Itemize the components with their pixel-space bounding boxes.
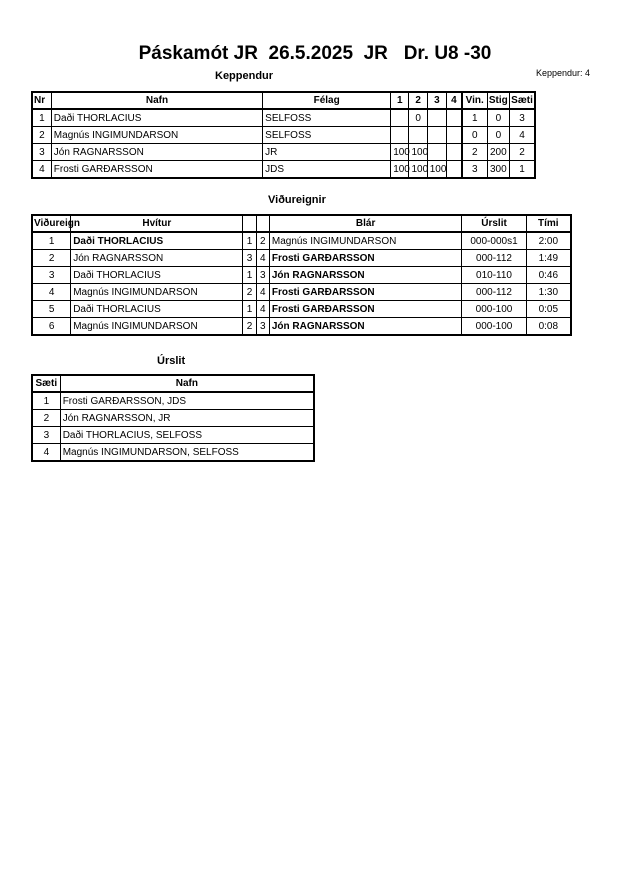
matches-header-row [32, 215, 571, 232]
col-header-white-nr [243, 215, 256, 232]
blue-player: Frosti GARÐARSSON [269, 250, 462, 267]
table-row [32, 250, 571, 267]
match-result: 010-110 [462, 267, 526, 284]
result-place: 2 [32, 410, 60, 427]
table-row [32, 427, 314, 444]
match-number: 3 [32, 267, 71, 284]
players-count: Keppendur: 4 [536, 68, 591, 78]
round-3-score [427, 144, 446, 161]
player-points: 300 [487, 161, 509, 179]
col-header-round-1: 1 [391, 92, 409, 109]
result-name: Jón RAGNARSSON, JR [60, 410, 314, 427]
match-result: 000-000s1 [462, 232, 526, 250]
player-place: 1 [510, 161, 535, 179]
blue-player-nr: 3 [256, 267, 269, 284]
col-header-place: Sæti [510, 92, 535, 109]
match-result: 000-100 [462, 301, 526, 318]
page-title: Páskamót JR 26.5.2025 JR Dr. U8 -30 [138, 43, 492, 64]
col-header-name: Nafn [51, 92, 262, 109]
player-name: Jón RAGNARSSON [51, 144, 262, 161]
round-2-score: 0 [409, 109, 427, 127]
match-time: 0:05 [526, 301, 571, 318]
player-name: Magnús INGIMUNDARSON [51, 127, 262, 144]
round-3-score: 100 [427, 161, 446, 179]
white-player: Jón RAGNARSSON [71, 250, 243, 267]
player-wins: 1 [462, 109, 487, 127]
blue-player-nr: 4 [256, 250, 269, 267]
match-time: 1:30 [526, 284, 571, 301]
col-header-points: Stig [487, 92, 509, 109]
table-row [32, 392, 314, 410]
player-points: 0 [487, 109, 509, 127]
round-1-score [391, 109, 409, 127]
match-number: 1 [32, 232, 71, 250]
white-player-nr: 1 [243, 267, 256, 284]
col-header-blue-nr [256, 215, 269, 232]
table-row [32, 127, 535, 144]
table-row [32, 267, 571, 284]
table-row [32, 301, 571, 318]
result-name: Daði THORLACIUS, SELFOSS [60, 427, 314, 444]
round-2-score [409, 127, 427, 144]
col-header-result: Úrslit [462, 215, 526, 232]
match-result: 000-112 [462, 250, 526, 267]
white-player-nr: 2 [243, 318, 256, 336]
player-nr: 1 [32, 109, 51, 127]
white-player: Daði THORLACIUS [71, 267, 243, 284]
white-player: Daði THORLACIUS [71, 301, 243, 318]
player-name: Daði THORLACIUS [51, 109, 262, 127]
col-header-match: Viðureign [32, 215, 71, 232]
match-time: 0:08 [526, 318, 571, 336]
match-number: 6 [32, 318, 71, 336]
player-club: SELFOSS [263, 109, 391, 127]
round-1-score [391, 127, 409, 144]
blue-player: Jón RAGNARSSON [269, 318, 462, 336]
result-place: 4 [32, 444, 60, 462]
round-4-score [447, 127, 462, 144]
round-1-score: 100 [391, 144, 409, 161]
players-table [31, 91, 536, 179]
col-header-place: Sæti [32, 375, 60, 392]
round-4-score [447, 144, 462, 161]
result-place: 3 [32, 427, 60, 444]
table-row [32, 232, 571, 250]
col-header-round-3: 3 [427, 92, 446, 109]
blue-player: Frosti GARÐARSSON [269, 284, 462, 301]
col-header-nr: Nr [32, 92, 51, 109]
white-player-nr: 1 [243, 301, 256, 318]
table-row [32, 144, 535, 161]
match-result: 000-100 [462, 318, 526, 336]
player-wins: 0 [462, 127, 487, 144]
white-player-nr: 2 [243, 284, 256, 301]
players-header-row [32, 92, 535, 109]
match-time: 0:46 [526, 267, 571, 284]
round-1-score: 100 [391, 161, 409, 179]
col-header-blue: Blár [269, 215, 462, 232]
player-club: JR [263, 144, 391, 161]
player-place: 3 [510, 109, 535, 127]
white-player: Magnús INGIMUNDARSON [71, 284, 243, 301]
player-place: 4 [510, 127, 535, 144]
blue-player-nr: 2 [256, 232, 269, 250]
white-player-nr: 1 [243, 232, 256, 250]
matches-table [31, 214, 572, 336]
table-row [32, 284, 571, 301]
player-nr: 4 [32, 161, 51, 179]
table-row [32, 410, 314, 427]
player-name: Frosti GARÐARSSON [51, 161, 262, 179]
player-points: 200 [487, 144, 509, 161]
blue-player-nr: 3 [256, 318, 269, 336]
results-heading: Úrslit [157, 355, 186, 367]
result-place: 1 [32, 392, 60, 410]
match-number: 5 [32, 301, 71, 318]
match-time: 2:00 [526, 232, 571, 250]
col-header-club: Félag [263, 92, 391, 109]
round-2-score: 100 [409, 161, 427, 179]
player-nr: 3 [32, 144, 51, 161]
round-3-score [427, 127, 446, 144]
round-4-score [447, 161, 462, 179]
col-header-wins: Vin. [462, 92, 487, 109]
match-number: 2 [32, 250, 71, 267]
player-points: 0 [487, 127, 509, 144]
result-name: Magnús INGIMUNDARSON, SELFOSS [60, 444, 314, 462]
round-3-score [427, 109, 446, 127]
blue-player: Jón RAGNARSSON [269, 267, 462, 284]
result-name: Frosti GARÐARSSON, JDS [60, 392, 314, 410]
white-player: Daði THORLACIUS [71, 232, 243, 250]
col-header-white: Hvítur [71, 215, 243, 232]
table-row [32, 318, 571, 336]
col-header-round-4: 4 [447, 92, 462, 109]
match-time: 1:49 [526, 250, 571, 267]
white-player: Magnús INGIMUNDARSON [71, 318, 243, 336]
player-nr: 2 [32, 127, 51, 144]
match-result: 000-112 [462, 284, 526, 301]
round-2-score: 100 [409, 144, 427, 161]
player-club: JDS [263, 161, 391, 179]
player-club: SELFOSS [263, 127, 391, 144]
blue-player: Magnús INGIMUNDARSON [269, 232, 462, 250]
col-header-name: Nafn [60, 375, 314, 392]
player-wins: 2 [462, 144, 487, 161]
table-row [32, 109, 535, 127]
white-player-nr: 3 [243, 250, 256, 267]
results-table [31, 374, 315, 462]
match-number: 4 [32, 284, 71, 301]
round-4-score [447, 109, 462, 127]
col-header-time: Tími [526, 215, 571, 232]
blue-player: Frosti GARÐARSSON [269, 301, 462, 318]
results-header-row [32, 375, 314, 392]
table-row [32, 161, 535, 179]
blue-player-nr: 4 [256, 284, 269, 301]
matches-heading: Viðureignir [268, 194, 326, 206]
blue-player-nr: 4 [256, 301, 269, 318]
col-header-round-2: 2 [409, 92, 427, 109]
table-row [32, 444, 314, 462]
player-place: 2 [510, 144, 535, 161]
players-heading: Keppendur [215, 70, 274, 82]
player-wins: 3 [462, 161, 487, 179]
